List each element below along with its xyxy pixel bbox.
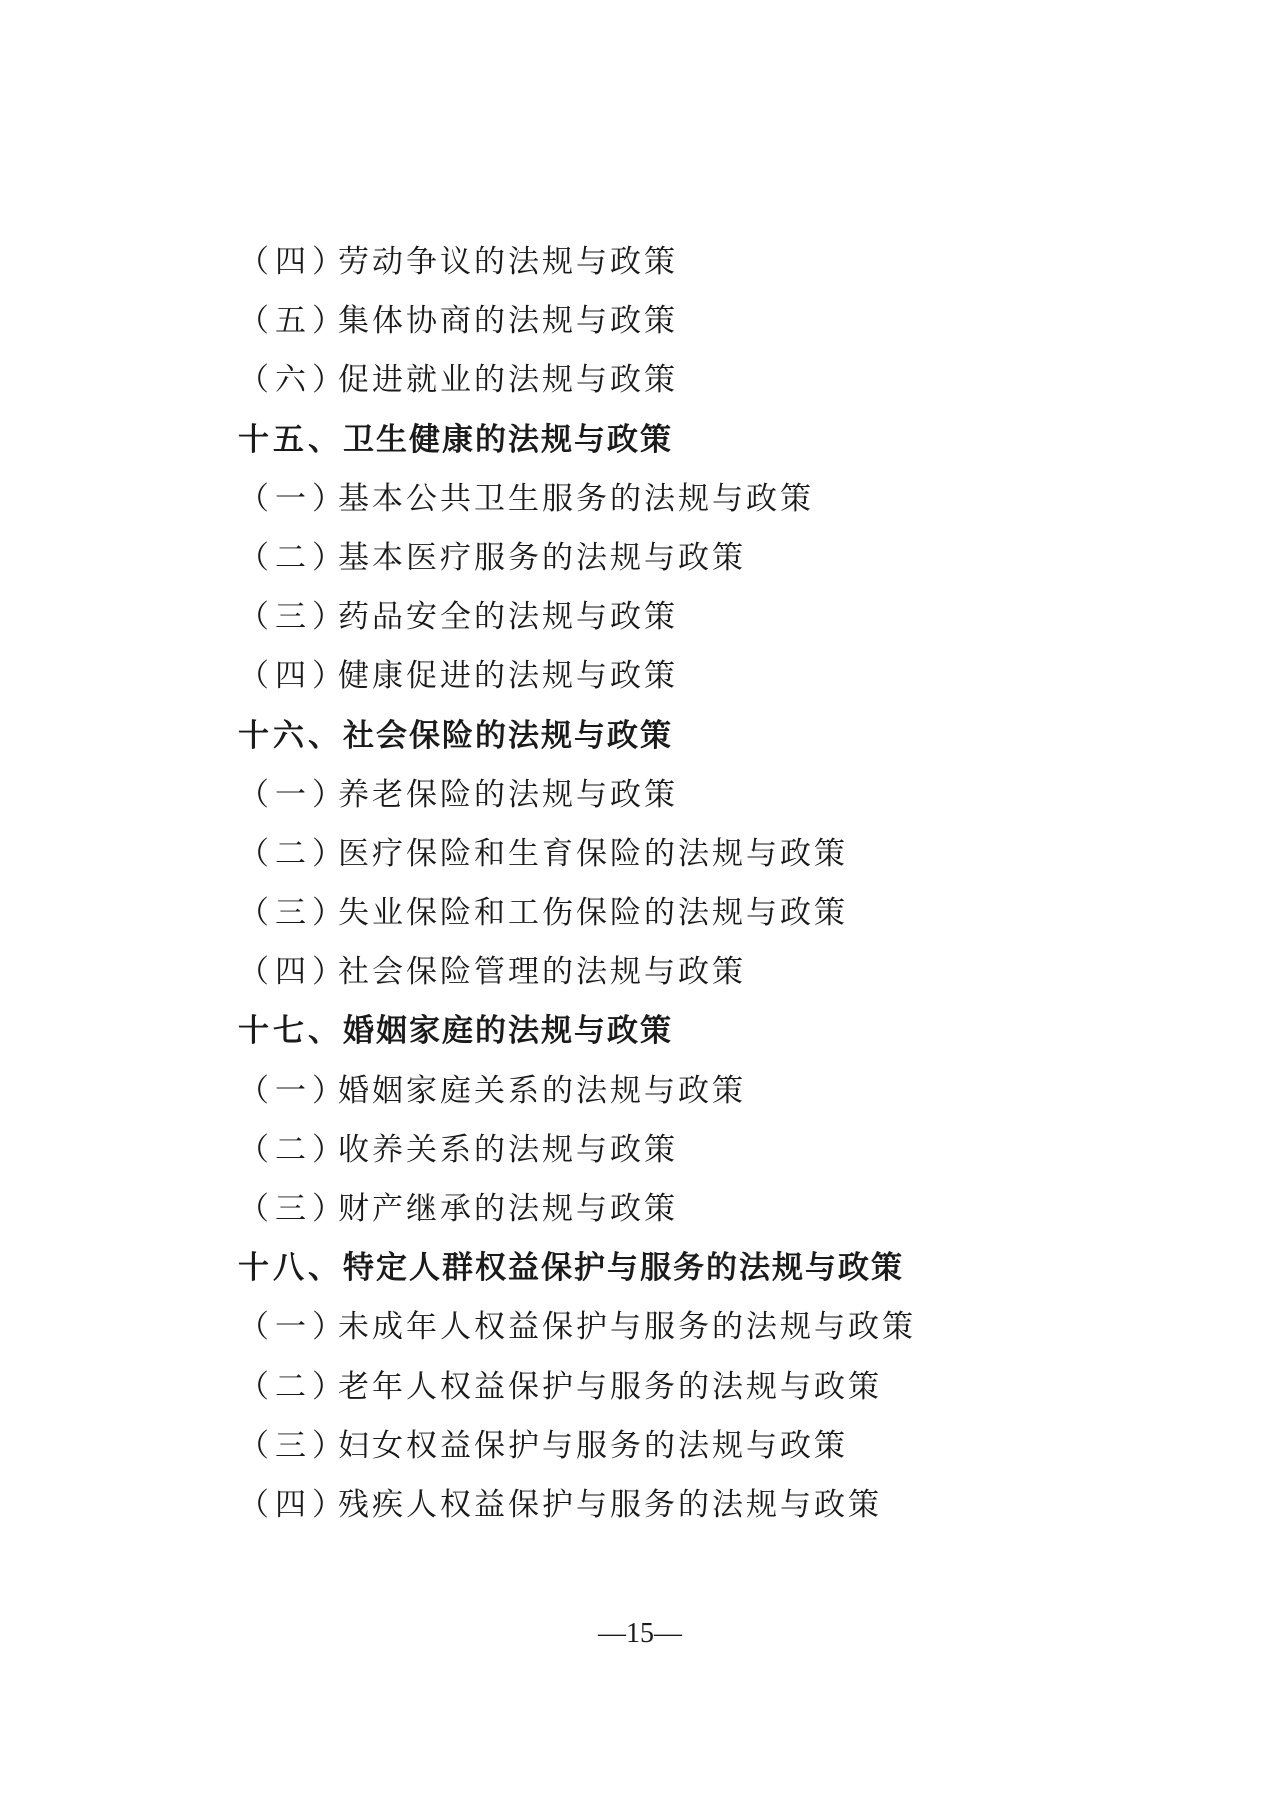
outline-list xyxy=(238,233,1198,1535)
outline-item xyxy=(238,470,1198,529)
item-text: 健康促进的法规与政策 xyxy=(338,658,678,695)
item-marker: （五） xyxy=(238,303,349,340)
outline-item xyxy=(238,766,1198,825)
item-text: 基本医疗服务的法规与政策 xyxy=(338,539,746,576)
item-text: 基本公共卫生服务的法规与政策 xyxy=(338,480,814,517)
section-title: 婚姻家庭的法规与政策 xyxy=(343,1013,673,1050)
outline-item xyxy=(238,1298,1198,1357)
item-marker: （四） xyxy=(238,954,349,991)
item-text: 药品安全的法规与政策 xyxy=(338,599,678,636)
section-title: 特定人群权益保护与服务的法规与政策 xyxy=(343,1250,904,1287)
item-marker: （二） xyxy=(238,1131,349,1168)
outline-item xyxy=(238,943,1198,1002)
section-number: 十六、 xyxy=(238,717,343,754)
outline-item xyxy=(238,1121,1198,1180)
item-marker: （四） xyxy=(238,658,349,695)
section-heading xyxy=(238,1239,1198,1298)
outline-item xyxy=(238,1062,1198,1121)
item-marker: （二） xyxy=(238,835,349,872)
item-text: 医疗保险和生育保险的法规与政策 xyxy=(338,835,848,872)
item-marker: （一） xyxy=(238,1072,349,1109)
outline-item xyxy=(238,1358,1198,1417)
item-text: 收养关系的法规与政策 xyxy=(338,1131,678,1168)
outline-item xyxy=(238,529,1198,588)
outline-item xyxy=(238,1476,1198,1535)
item-marker: （六） xyxy=(238,362,349,399)
outline-item xyxy=(238,1417,1198,1476)
item-marker: （三） xyxy=(238,1427,349,1464)
section-heading xyxy=(238,1002,1198,1061)
outline-item xyxy=(238,588,1198,647)
item-marker: （一） xyxy=(238,480,349,517)
item-text: 集体协商的法规与政策 xyxy=(338,303,678,340)
outline-item xyxy=(238,1180,1198,1239)
item-marker: （四） xyxy=(238,1486,349,1523)
item-text: 财产继承的法规与政策 xyxy=(338,1191,678,1227)
item-text: 失业保险和工伤保险的法规与政策 xyxy=(338,895,848,932)
item-text: 老年人权益保护与服务的法规与政策 xyxy=(338,1368,882,1405)
outline-item xyxy=(238,292,1198,351)
item-text: 劳动争议的法规与政策 xyxy=(338,244,678,280)
item-marker: （二） xyxy=(238,539,349,576)
section-number: 十八、 xyxy=(238,1250,343,1287)
outline-item xyxy=(238,233,1198,292)
item-marker: （二） xyxy=(238,1368,349,1405)
section-number: 十五、 xyxy=(238,421,343,458)
item-marker: （四） xyxy=(238,244,349,280)
section-title: 社会保险的法规与政策 xyxy=(343,717,673,754)
item-text: 养老保险的法规与政策 xyxy=(338,776,678,813)
item-text: 残疾人权益保护与服务的法规与政策 xyxy=(338,1486,882,1523)
item-text: 妇女权益保护与服务的法规与政策 xyxy=(338,1427,848,1464)
item-marker: （三） xyxy=(238,599,349,636)
item-marker: （三） xyxy=(238,895,349,932)
item-text: 婚姻家庭关系的法规与政策 xyxy=(338,1072,746,1109)
outline-item xyxy=(238,884,1198,943)
outline-item xyxy=(238,351,1198,410)
section-title: 卫生健康的法规与政策 xyxy=(343,421,673,458)
section-heading xyxy=(238,411,1198,470)
item-marker: （一） xyxy=(238,776,349,813)
item-text: 促进就业的法规与政策 xyxy=(338,362,678,399)
outline-item xyxy=(238,825,1198,884)
section-number: 十七、 xyxy=(238,1013,343,1050)
item-text: 社会保险管理的法规与政策 xyxy=(338,954,746,991)
section-heading xyxy=(238,707,1198,766)
outline-item xyxy=(238,647,1198,706)
item-marker: （三） xyxy=(238,1191,349,1227)
item-text: 未成年人权益保护与服务的法规与政策 xyxy=(338,1309,916,1346)
item-marker: （一） xyxy=(238,1309,349,1346)
page-number: —15— xyxy=(598,1618,682,1649)
